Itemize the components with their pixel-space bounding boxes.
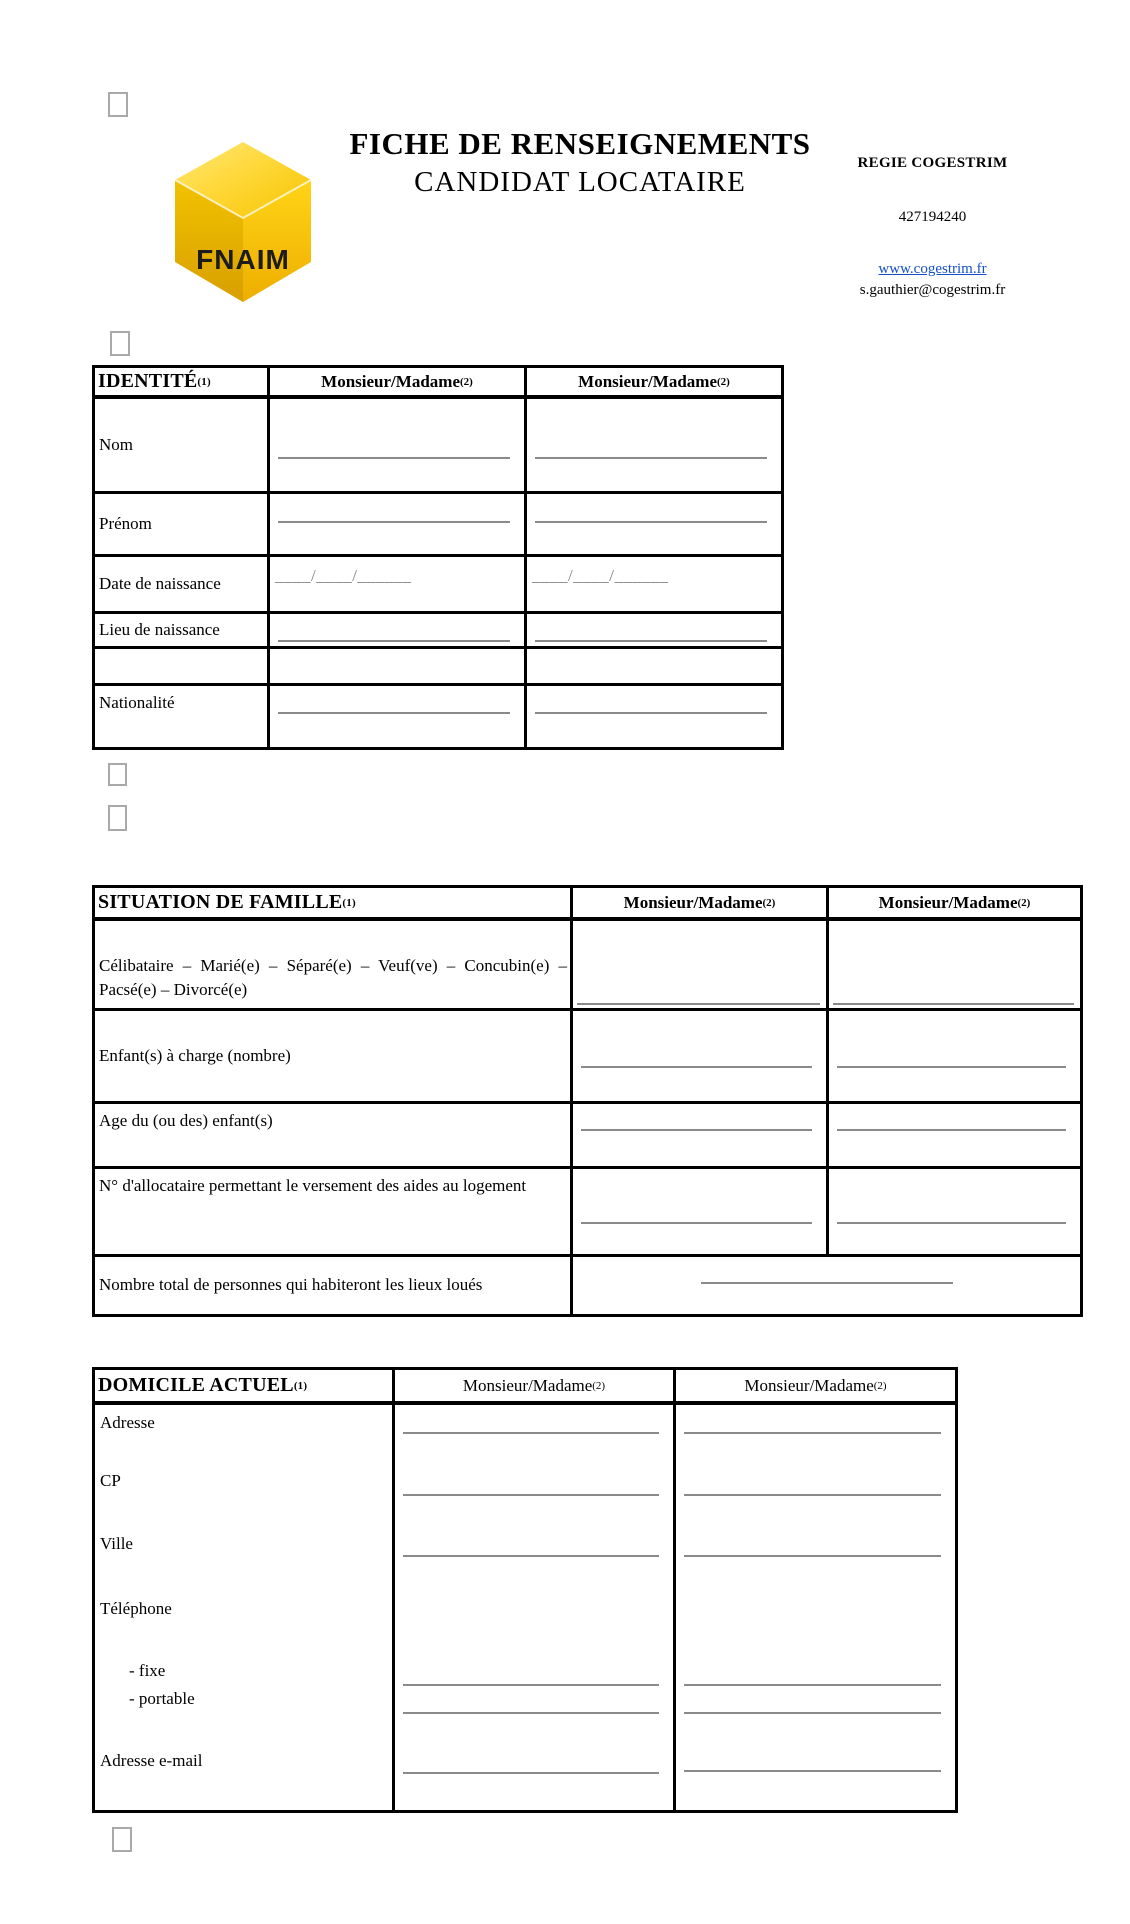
fill-line[interactable]	[684, 1432, 941, 1434]
row-label-cp: CP	[100, 1471, 121, 1490]
row-label-nationalite: Nationalité	[95, 686, 270, 747]
fill-line[interactable]	[833, 1003, 1074, 1005]
field-prenom-2[interactable]	[527, 494, 781, 557]
fill-line[interactable]	[684, 1555, 941, 1557]
empty-checkbox[interactable]	[110, 331, 130, 356]
empty-checkbox[interactable]	[108, 92, 128, 117]
fill-line[interactable]	[278, 712, 510, 714]
date-input-field[interactable]: ____/____/______	[275, 566, 412, 585]
field-date-naissance-1[interactable]	[270, 557, 527, 614]
agency-email: s.gauthier@cogestrim.fr	[859, 282, 1006, 298]
family-situation-table	[92, 885, 1083, 1317]
field-age-enfants-2[interactable]	[829, 1104, 1080, 1169]
field-age-enfants-1[interactable]	[573, 1104, 829, 1169]
field-allocataire-1[interactable]	[573, 1169, 829, 1257]
field-enfants-1[interactable]	[573, 1011, 829, 1104]
fill-line[interactable]	[837, 1129, 1066, 1131]
fill-line[interactable]	[837, 1222, 1066, 1224]
field-enfants-2[interactable]	[829, 1011, 1080, 1104]
date-input-field[interactable]: ____/____/______	[532, 566, 669, 585]
fill-line[interactable]	[684, 1684, 941, 1686]
fill-line[interactable]	[403, 1432, 659, 1434]
fill-line[interactable]	[403, 1684, 659, 1686]
fill-line[interactable]	[684, 1712, 941, 1714]
empty-cell	[270, 649, 527, 686]
fill-line[interactable]	[403, 1712, 659, 1714]
identity-col-header-2: Monsieur/Madame (2)	[527, 368, 781, 399]
domicile-answer-column-1[interactable]	[395, 1405, 676, 1810]
field-nom-1[interactable]	[270, 399, 527, 494]
fill-line[interactable]	[278, 640, 510, 642]
field-prenom-1[interactable]	[270, 494, 527, 557]
row-label-prenom: Prénom	[95, 494, 270, 557]
fill-line[interactable]	[581, 1129, 812, 1131]
row-label-telephone: Téléphone	[100, 1599, 172, 1618]
empty-checkbox[interactable]	[112, 1827, 132, 1852]
fill-line[interactable]	[403, 1555, 659, 1557]
fill-line[interactable]	[403, 1772, 659, 1774]
family-col-header-2: Monsieur/Madame (2)	[829, 888, 1080, 921]
row-label-ville: Ville	[100, 1534, 133, 1553]
fill-line[interactable]	[403, 1494, 659, 1496]
fill-line[interactable]	[581, 1066, 812, 1068]
fill-line[interactable]	[535, 640, 767, 642]
row-label-total-personnes: Nombre total de personnes qui habiteront les lieux loués	[95, 1257, 573, 1314]
fill-line[interactable]	[684, 1770, 941, 1772]
field-allocataire-2[interactable]	[829, 1169, 1080, 1257]
fnaim-cube-icon	[168, 138, 318, 310]
family-table-title: SITUATION DE FAMILLE (1)	[95, 888, 573, 921]
row-label-portable: - portable	[129, 1689, 195, 1708]
row-label-num-allocataire: N° d'allocataire permettant le versement des aides au logement	[95, 1169, 573, 1257]
current-home-table	[92, 1367, 958, 1813]
domicile-col-header-2: Monsieur/Madame (2)	[676, 1370, 955, 1405]
field-statut-1[interactable]	[573, 921, 829, 1011]
agency-name: REGIE COGESTRIM	[857, 155, 1008, 171]
identity-table	[92, 365, 784, 750]
field-lieu-naissance-2[interactable]	[527, 614, 781, 649]
row-label-fixe: - fixe	[129, 1661, 166, 1680]
field-statut-2[interactable]	[829, 921, 1080, 1011]
row-label-enfants-charge: Enfant(s) à charge (nombre)	[95, 1011, 573, 1104]
row-label-email: Adresse e-mail	[100, 1751, 203, 1770]
fnaim-logo	[168, 138, 318, 310]
family-col-header-1: Monsieur/Madame (2)	[573, 888, 829, 921]
fill-line[interactable]	[577, 1003, 820, 1005]
field-nationalite-2[interactable]	[527, 686, 781, 747]
field-date-naissance-2[interactable]	[527, 557, 781, 614]
identity-table-title: IDENTITÉ (1)	[95, 368, 270, 399]
field-total-personnes[interactable]	[573, 1257, 1080, 1314]
fill-line[interactable]	[278, 521, 510, 523]
row-label-nom: Nom	[95, 399, 270, 494]
row-label-date-naissance: Date de naissance	[95, 557, 270, 614]
row-label-statut-marital: Célibataire – Marié(e) – Séparé(e) – Veuf(ve) – Concubin(e) – Pacsé(e) – Divorcé(e)	[95, 921, 573, 1011]
row-label-lieu-naissance: Lieu de naissance	[95, 614, 270, 649]
fill-line[interactable]	[278, 457, 510, 459]
fill-line[interactable]	[535, 712, 767, 714]
fill-line[interactable]	[684, 1494, 941, 1496]
page-title: FICHE DE RENSEIGNEMENTS	[349, 126, 811, 161]
domicile-col-header-1: Monsieur/Madame (2)	[395, 1370, 676, 1405]
fill-line[interactable]	[581, 1222, 812, 1224]
domicile-table-title: DOMICILE ACTUEL (1)	[95, 1370, 395, 1405]
empty-checkbox[interactable]	[108, 763, 127, 786]
agency-number: 427194240	[898, 209, 967, 225]
row-label-empty	[95, 649, 270, 686]
empty-checkbox[interactable]	[108, 805, 127, 831]
identity-col-header-1: Monsieur/Madame (2)	[270, 368, 527, 399]
fill-line[interactable]	[837, 1066, 1066, 1068]
empty-cell	[527, 649, 781, 686]
domicile-answer-column-2[interactable]	[676, 1405, 955, 1810]
row-label-age-enfants: Age du (ou des) enfant(s)	[95, 1104, 573, 1169]
agency-website-link[interactable]: www.cogestrim.fr	[878, 261, 987, 277]
field-nationalite-1[interactable]	[270, 686, 527, 747]
domicile-label-column	[95, 1405, 395, 1810]
fill-line[interactable]	[535, 457, 767, 459]
fill-line[interactable]	[701, 1282, 953, 1284]
field-nom-2[interactable]	[527, 399, 781, 494]
row-label-adresse: Adresse	[100, 1413, 155, 1432]
field-lieu-naissance-1[interactable]	[270, 614, 527, 649]
page-subtitle: CANDIDAT LOCATAIRE	[414, 166, 746, 198]
fnaim-logo-text: FNAIM	[196, 244, 290, 275]
fill-line[interactable]	[535, 521, 767, 523]
